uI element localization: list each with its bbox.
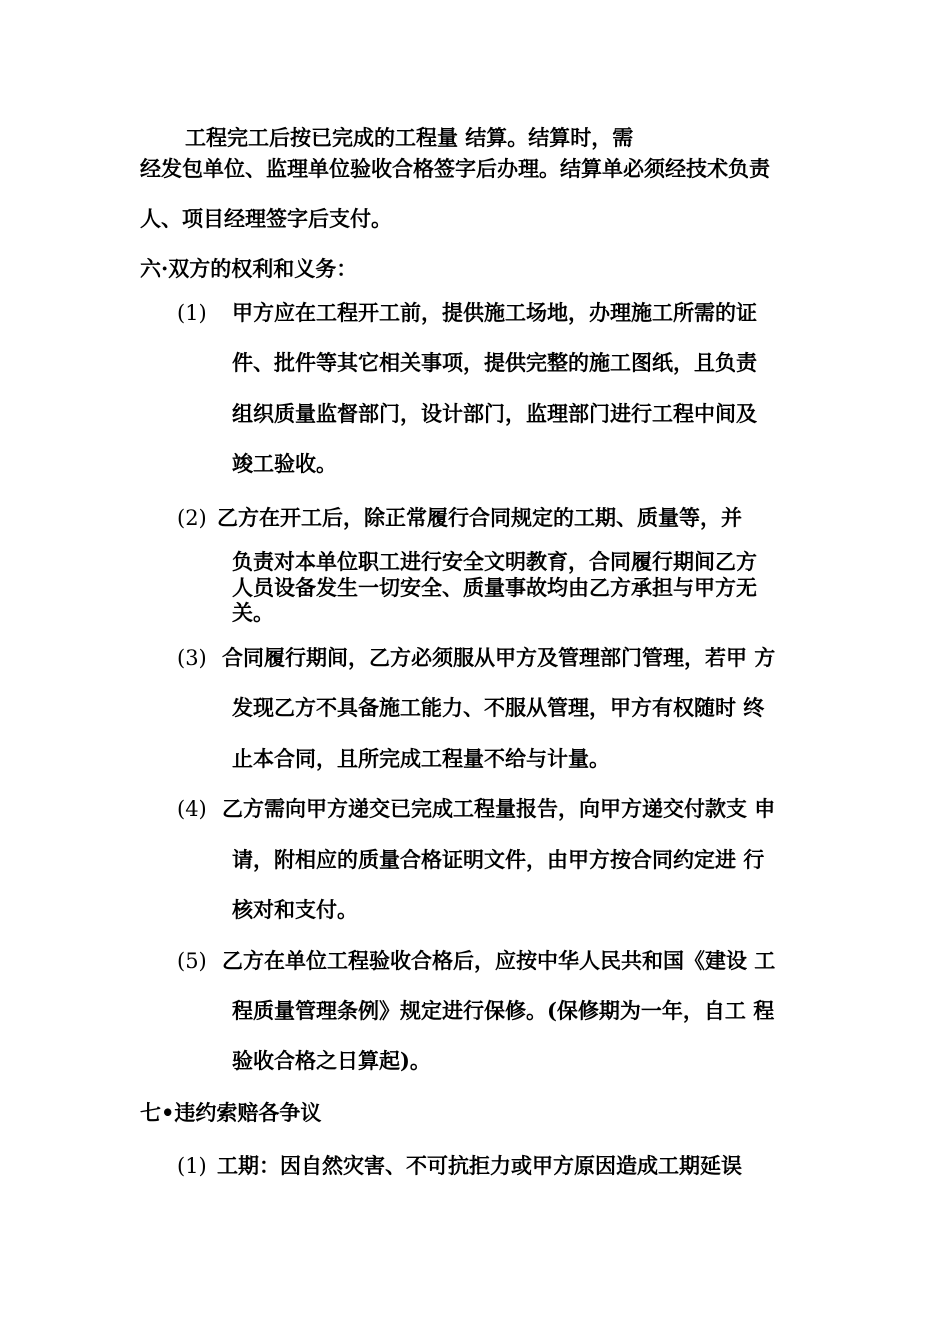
item-4-line-3: 核对和支付。 bbox=[232, 897, 358, 922]
item-3-line-2: 发现乙方不具备施工能力、不服从管理，甲方有权随时 终 bbox=[232, 695, 765, 720]
item-2-line-1: 乙方在开工后，除正常履行合同规定的工期、质量等，并 bbox=[217, 505, 742, 530]
item-1-line-4: 竣工验收。 bbox=[232, 451, 337, 476]
item-1-line-3: 组织质量监督部门，设计部门，监理部门进行工程中间及 bbox=[232, 401, 757, 426]
section-7-heading: 七•违约索赔各争议 bbox=[140, 1100, 322, 1125]
section-7-item-1-text: 工期：因自然灾害、不可抗拒力或甲方原因造成工期延误 bbox=[217, 1153, 742, 1178]
item-2-number: (2) bbox=[177, 506, 207, 530]
item-4-line-1: 乙方需向甲方递交已完成工程量报告，向甲方递交付款支 申 bbox=[222, 796, 776, 821]
item-1-line-1: 甲方应在工程开工前，提供施工场地，办理施工所需的证 bbox=[232, 300, 757, 325]
item-3-line-1: 合同履行期间，乙方必须服从甲方及管理部门管理，若甲 方 bbox=[222, 645, 776, 670]
item-4-number: (4) bbox=[177, 797, 207, 821]
section-6-heading: 六·双方的权利和义务： bbox=[140, 256, 358, 281]
item-5-line-1: 乙方在单位工程验收合格后，应按中华人民共和国《建设 工 bbox=[222, 948, 776, 973]
item-3-line-3: 止本合同，且所完成工程量不给与计量。 bbox=[232, 746, 610, 771]
item-5-number: (5) bbox=[177, 949, 207, 973]
section-7-item-1-number: (1) bbox=[177, 1154, 207, 1178]
item-1-number: (1) bbox=[177, 301, 207, 325]
item-4-line-2: 请，附相应的质量合格证明文件，由甲方按合同约定进 行 bbox=[232, 847, 765, 872]
item-3-number: (3) bbox=[177, 646, 207, 670]
intro-line-2: 经发包单位、监理单位验收合格签字后办理。结算单必须经技术负责 bbox=[140, 156, 770, 181]
item-5-line-3: 验收合格之日算起)。 bbox=[232, 1048, 431, 1073]
item-1-line-2: 件、批件等其它相关事项，提供完整的施工图纸，且负责 bbox=[232, 350, 757, 375]
intro-line-3: 人、项目经理签字后支付。 bbox=[140, 206, 392, 231]
item-5-line-2: 程质量管理条例》规定进行保修。(保修期为一年，自工 程 bbox=[232, 998, 775, 1023]
item-2-line-3: 人员设备发生一切安全、质量事故均由乙方承担与甲方无 bbox=[232, 575, 757, 600]
item-2-line-4: 关。 bbox=[232, 600, 274, 625]
item-2-line-2: 负责对本单位职工进行安全文明教育，合同履行期间乙方 bbox=[232, 549, 757, 574]
intro-line-1: 工程完工后按已完成的工程量 结算。结算时，需 bbox=[185, 125, 634, 150]
